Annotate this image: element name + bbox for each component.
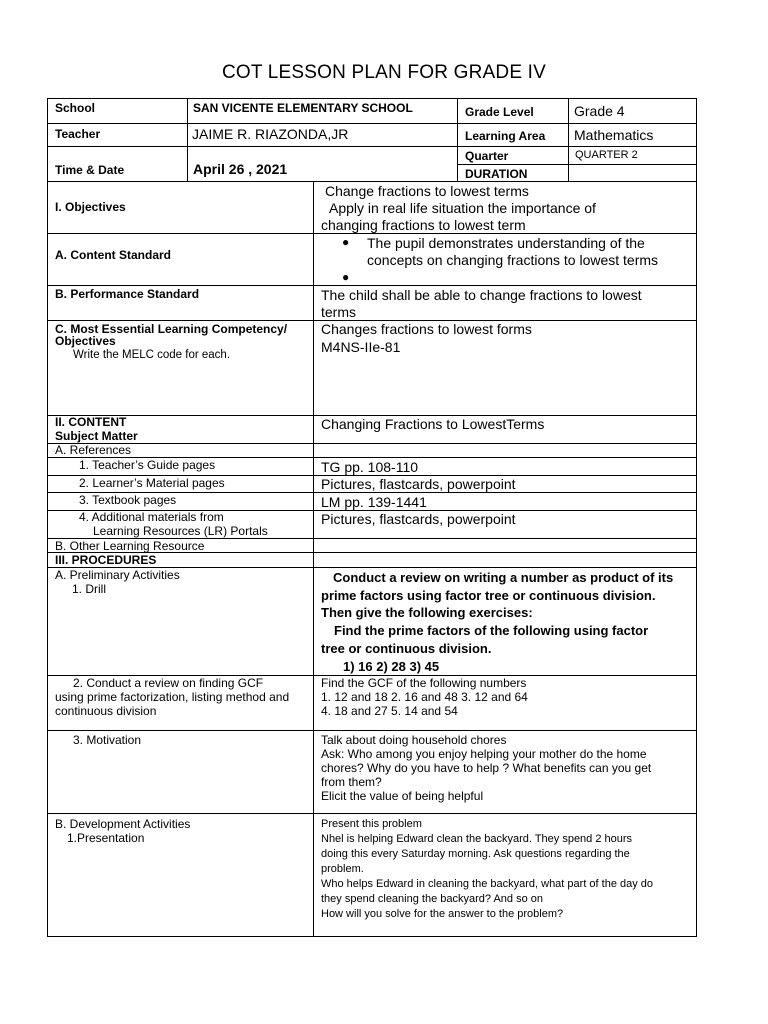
presentation-line: How will you solve for the answer to the problem? xyxy=(321,908,564,920)
quarter-label: Quarter xyxy=(465,149,509,163)
melc-code: M4NS-IIe-81 xyxy=(321,339,401,355)
learning-area-value: Mathematics xyxy=(574,127,654,143)
performance-standard-line: The child shall be able to change fractions to lowest xyxy=(321,287,642,303)
motivation-line: from them? xyxy=(321,775,382,789)
gcf-line: 4. 18 and 27 5. 14 and 54 xyxy=(321,704,458,718)
presentation-line: Nhel is helping Edward clean the backyard. They spend 2 hours xyxy=(321,833,633,845)
time-date-label: Time & Date xyxy=(55,163,125,177)
lm-label: 2. Learner’s Material pages xyxy=(79,476,225,490)
school-value: SAN VICENTE ELEMENTARY SCHOOL xyxy=(193,101,413,115)
drill-line: 1) 16 2) 28 3) 45 xyxy=(343,659,440,674)
subject-matter-label: Subject Matter xyxy=(55,429,138,443)
melc-label: Objectives xyxy=(55,334,116,348)
objective-line: Change fractions to lowest terms xyxy=(325,183,529,199)
quarter-value: QUARTER 2 xyxy=(575,149,638,161)
gcf-line: Find the GCF of the following numbers xyxy=(321,676,527,690)
presentation-line: they spend cleaning the backyard? And so on xyxy=(321,893,543,905)
learning-area-label: Learning Area xyxy=(465,129,546,143)
lm-value: Pictures, flastcards, powerpoint xyxy=(321,476,516,492)
other-resource-label: B. Other Learning Resource xyxy=(55,539,205,553)
content-standard-line: The pupil demonstrates understanding of the xyxy=(367,235,645,251)
tg-label: 1. Teacher’s Guide pages xyxy=(79,458,216,472)
melc-note: Write the MELC code for each. xyxy=(73,349,231,361)
preliminary-label: A. Preliminary Activities xyxy=(55,568,180,582)
presentation-line: doing this every Saturday morning. Ask questions regarding the xyxy=(321,848,630,860)
presentation-line: problem. xyxy=(321,863,364,875)
time-date-value: April 26 , 2021 xyxy=(193,161,288,177)
content-label: II. CONTENT xyxy=(55,415,127,429)
development-label: B. Development Activities xyxy=(55,817,191,831)
drill-line: tree or continuous division. xyxy=(321,641,492,656)
teacher-value: JAIME R. RIAZONDA,JR xyxy=(192,126,349,142)
references-label: A. References xyxy=(55,443,132,457)
additional-value: Pictures, flastcards, powerpoint xyxy=(321,511,516,527)
presentation-label: 1.Presentation xyxy=(67,831,145,845)
gcf-label: 2. Conduct a review on finding GCF xyxy=(73,676,264,690)
content-standard-label: A. Content Standard xyxy=(55,248,171,262)
tg-value: TG pp. 108-110 xyxy=(321,459,419,475)
objective-line: Apply in real life situation the importance of xyxy=(329,200,596,216)
presentation-line: Present this problem xyxy=(321,818,422,830)
teacher-label: Teacher xyxy=(55,127,101,141)
melc-label: C. Most Essential Learning Competency/ xyxy=(55,322,288,336)
gcf-line: 1. 12 and 18 2. 16 and 48 3. 12 and 64 xyxy=(321,690,528,704)
grade-level-label: Grade Level xyxy=(465,105,534,119)
presentation-line: Who helps Edward in cleaning the backyard, what part of the day do xyxy=(321,878,654,890)
subject-matter-value: Changing Fractions to LowestTerms xyxy=(321,416,545,432)
performance-standard-line: terms xyxy=(321,304,356,320)
gcf-label: continuous division xyxy=(55,704,157,718)
grade-level-value: Grade 4 xyxy=(574,103,625,119)
motivation-label: 3. Motivation xyxy=(73,733,142,747)
gcf-label: using prime factorization, listing method and xyxy=(55,690,290,704)
motivation-line: Ask: Who among you enjoy helping your mother do the home xyxy=(321,747,647,761)
melc-value: Changes fractions to lowest forms xyxy=(321,321,532,337)
performance-standard-label: B. Performance Standard xyxy=(55,287,200,301)
content-standard-line: concepts on changing fractions to lowest terms xyxy=(367,252,659,268)
objective-line: changing fractions to lowest term xyxy=(321,217,526,233)
drill-line: Conduct a review on writing a number as product of its xyxy=(333,570,674,585)
additional-label: Learning Resources (LR) Portals xyxy=(93,524,268,538)
drill-line: Then give the following exercises: xyxy=(321,605,533,620)
additional-label: 4. Additional materials from xyxy=(79,510,224,524)
drill-line: prime factors using factor tree or continuous division. xyxy=(321,588,656,603)
objectives-label: I. Objectives xyxy=(55,200,126,214)
motivation-line: chores? Why do you have to help ? What benefits can you get xyxy=(321,761,652,775)
textbook-label: 3. Textbook pages xyxy=(79,493,177,507)
school-label: School xyxy=(55,101,96,115)
bullet-icon: ● xyxy=(342,270,350,284)
motivation-line: Talk about doing household chores xyxy=(321,733,507,747)
textbook-value: LM pp. 139-1441 xyxy=(321,494,427,510)
procedures-label: III. PROCEDURES xyxy=(55,553,157,567)
drill-label: 1. Drill xyxy=(72,582,107,596)
document-title: COT LESSON PLAN FOR GRADE IV xyxy=(221,62,547,83)
drill-line: Find the prime factors of the following using factor xyxy=(334,623,649,638)
bullet-icon: ● xyxy=(342,235,350,249)
motivation-line: Elicit the value of being helpful xyxy=(321,789,484,803)
duration-label: DURATION xyxy=(465,167,528,181)
